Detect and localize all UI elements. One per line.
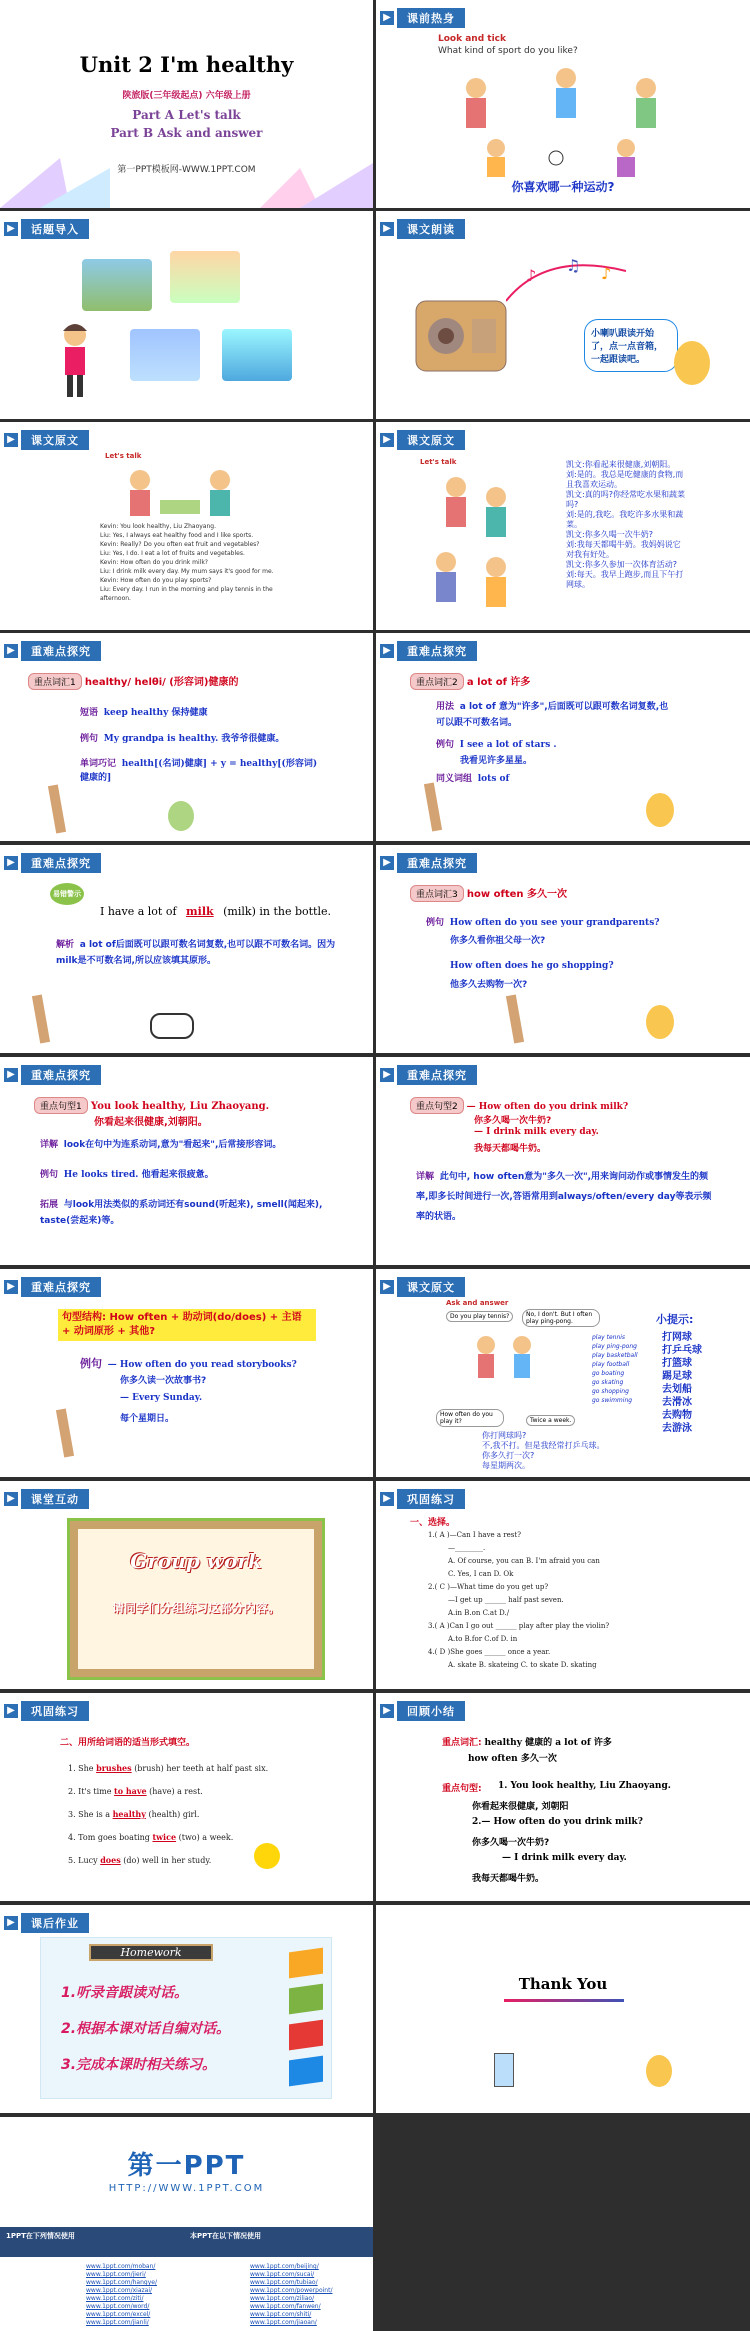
row-key: 例句 (40, 1170, 59, 1180)
tip-item: 去游泳 (662, 1423, 692, 1434)
row-key: 短语 (80, 708, 99, 718)
row-key: 用法 (436, 702, 455, 712)
header-label: 课文原文 (397, 430, 465, 450)
key-answer-translation: 我每天都喝牛奶。 (474, 1144, 547, 1154)
pineapple-character (674, 341, 710, 385)
row-value: How often do you see your grandparents? (449, 918, 660, 928)
slide-header: ▶ 话题导入 (0, 219, 89, 239)
slide-thanks (376, 1905, 750, 2113)
tab-red (289, 2020, 323, 2051)
row-key: 例句 (80, 734, 99, 744)
footer-link[interactable]: www.1ppt.com/xiazai/ (86, 2287, 153, 2294)
summary-sentence-key: 重点句型: (442, 1784, 482, 1794)
warning-badge: 易错警示 (50, 883, 84, 905)
slide-error-warning (0, 845, 373, 1053)
translation-line: 你多久打一次? (482, 1451, 535, 1460)
tip-item: 去购物 (662, 1410, 692, 1421)
exercise-items (68, 1757, 268, 1872)
key-sentence-row (410, 1097, 628, 1114)
slide-warmup (376, 0, 750, 208)
structure-box: 句型结构: How often + 助动词(do/does) + 主语 + 动词原形 + 其他? (58, 1309, 316, 1341)
slide-header: ▶ 课后作业 (0, 1913, 89, 1933)
exercise-line (68, 1803, 268, 1826)
tip-item: 打篮球 (662, 1358, 692, 1369)
dialogue-line: Kevin: How often do you drink milk? (100, 559, 208, 566)
line-answer: twice (152, 1832, 177, 1842)
homework-label: Homework (89, 1944, 213, 1961)
row-key: 例句 (426, 918, 445, 928)
exercise-line (68, 1849, 268, 1872)
slide-homework (0, 1905, 373, 2113)
list-item: go swimming (592, 1397, 633, 1404)
header-label: 重难点探究 (21, 1065, 101, 1085)
slide-header: ▶ 重难点探究 (0, 1277, 101, 1297)
dialogue-line: 凯文:你多久参加一次体育活动? (566, 560, 677, 569)
slide-header: ▶ 重难点探究 (376, 1065, 477, 1085)
footer-link[interactable]: www.1ppt.com/moban/ (86, 2263, 156, 2270)
bubble-a1: No, I don't. But I often play ping-pong. (522, 1309, 600, 1327)
slide-ask-answer (376, 1269, 750, 1477)
header-label: 重难点探究 (21, 1277, 101, 1297)
dialogue-line: 刘:我每天都喝牛奶。我妈妈说它对我有好处。 (566, 540, 681, 559)
row-value: health[(名词)健康] + y = healthy[(形容词)健康的] (80, 759, 318, 783)
row-value: lots of (477, 774, 510, 784)
header-label: 课后作业 (21, 1913, 89, 1933)
line-answer: healthy (112, 1809, 146, 1819)
row-value: — How often do you read storybooks? (107, 1360, 297, 1370)
tab-green (289, 1984, 323, 2015)
usage-row (436, 699, 676, 731)
row-key: 详解 (40, 1140, 59, 1150)
explain-row (416, 1167, 716, 1227)
example-sentence: How often does he go shopping? (450, 961, 614, 971)
footer-link[interactable]: www.1ppt.com/tubiao/ (250, 2279, 318, 2286)
slide-key-sentence-2 (376, 1057, 750, 1265)
row-value: a lot of后面既可以跟可数名词复数,也可以跟不可数名词。因为milk是不可数名词,所以应该填其原形。 (56, 940, 336, 966)
photo-soccer (82, 259, 152, 311)
activity-list (592, 1333, 652, 1405)
footer-url[interactable]: HTTP://WWW.1PPT.COM (108, 2183, 265, 2194)
exercise-line: A. Of course, you can B. I'm afraid you can (448, 1557, 600, 1565)
svg-text:♪: ♪ (526, 266, 537, 285)
slide-key-sentence-1 (0, 1057, 373, 1265)
answer-blank: milk (186, 905, 214, 918)
slide-header: ▶ 重难点探究 (0, 1065, 101, 1085)
footer-right-title: 本PPT在以下情况使用 (190, 2232, 262, 2240)
cover-fan-decoration (0, 138, 373, 208)
slide-header: ▶ 巩固练习 (0, 1701, 89, 1721)
header-label: 课文原文 (21, 430, 89, 450)
header-label: 重难点探究 (21, 641, 101, 661)
exercise-line: 4.( D )She goes ______ once a year. (428, 1648, 551, 1656)
tab-blue (289, 2056, 323, 2087)
reading-bubble: 小喇叭跟读开始了，点一点音箱，一起跟读吧。 (584, 319, 678, 372)
example-row (80, 1355, 297, 1371)
pencil-decoration (32, 994, 50, 1043)
bubble-q1: Do you play tennis? (446, 1311, 513, 1322)
row-key: 详解 (416, 1172, 435, 1182)
line-answer: does (100, 1855, 121, 1865)
dialogue-line: Liu: Yes, I do. I eat a lot of fruits and vegetables. (100, 550, 245, 557)
exercise-line (68, 1826, 268, 1849)
footer-info-bar (0, 2227, 373, 2257)
cover-site: 第一PPT模板网-WWW.1PPT.COM (117, 165, 256, 175)
tab-orange (289, 1948, 323, 1979)
dialogue-line: 凯文:你多久喝一次牛奶? (566, 530, 653, 539)
line-post: (have) a rest. (149, 1787, 203, 1796)
homework-board (40, 1937, 332, 2099)
slide-header: ▶ 课前热身 (376, 8, 465, 28)
list-item: play ping-pong (592, 1343, 637, 1350)
slide-header: ▶ 课文朗读 (376, 219, 465, 239)
translation-line: 每星期两次。 (482, 1461, 530, 1470)
footer-link[interactable]: www.1ppt.com/powerpoint/ (250, 2287, 333, 2294)
dialogue-line: Kevin: Really? Do you often eat fruit and vegetables? (100, 541, 260, 548)
slide-header: ▶ 回顾小结 (376, 1701, 465, 1721)
bubble-q2: How often do you play it? (436, 1409, 504, 1427)
dialogue-line: 刘:是的,我吃。我吃许多水果和蔬菜。 (566, 510, 684, 529)
svg-text:♪: ♪ (601, 264, 612, 283)
sports-illustration (436, 58, 696, 178)
exercise-title: 二、用所给词语的适当形式填空。 (60, 1738, 196, 1748)
footer-link[interactable]: www.1ppt.com/hangye/ (86, 2279, 157, 2286)
footer-link[interactable]: www.1ppt.com/word/ (86, 2303, 150, 2310)
photo-boating (222, 329, 292, 381)
tip-list (662, 1331, 702, 1435)
slide-header: ▶ 重难点探究 (376, 641, 477, 661)
cover-title: Unit 2 I'm healthy (79, 52, 294, 77)
footer-link[interactable]: www.1ppt.com/jieri/ (86, 2271, 146, 2278)
key-word: a lot of 许多 (466, 677, 531, 688)
header-label: 重难点探究 (397, 1065, 477, 1085)
dialogue-line: 凯文:你看起来很健康,刘朝阳。 (566, 460, 676, 469)
slide-structure (0, 1269, 373, 1477)
sport-question-cn: 你喜欢哪一种运动? (511, 180, 615, 194)
homework-item: 3.完成本课时相关练习。 (61, 2057, 217, 2073)
footer-left-title: 1PPT在下列情况使用 (6, 2232, 75, 2240)
example-answer-translation: 每个星期日。 (120, 1414, 175, 1424)
key-sentence: You look healthy, Liu Zhaoyang. (90, 1101, 270, 1112)
slide-header: ▶ 重难点探究 (0, 853, 101, 873)
exercise-line: 2.( C )—What time do you get up? (428, 1583, 549, 1591)
dialogue-line: Liu: Every day. I run in the morning and play tennis in the afternoon. (100, 586, 273, 602)
key-question-translation: 你多久喝一次牛奶? (474, 1116, 552, 1126)
line-post: (two) a week. (178, 1833, 234, 1842)
header-label: 巩固练习 (397, 1489, 465, 1509)
music-notes-icon (506, 251, 626, 311)
slide-reading (376, 211, 750, 419)
line-pre: 3. She is a (68, 1810, 111, 1819)
footer-link[interactable]: www.1ppt.com/ziliao/ (250, 2295, 315, 2302)
row-value: 此句中, how often意为"多久一次",用来询问动作或事情发生的频率,即多长时间进行一次,答语常用到always/often/every day等表示频率的状语。 (416, 1172, 712, 1222)
summary-line: 你看起来很健康, 刘朝阳 (472, 1802, 569, 1812)
exercise-line (68, 1780, 268, 1803)
list-item: go shopping (592, 1388, 629, 1395)
list-item: play tennis (592, 1334, 626, 1341)
fill-sentence (100, 905, 331, 918)
summary-line: — I drink milk every day. (502, 1853, 627, 1863)
dialogue-cn (566, 460, 686, 590)
dialogue-line: 刘:每天。我早上跑步,而且下午打网球。 (566, 570, 684, 589)
footer-link[interactable]: www.1ppt.com/ziti/ (86, 2295, 144, 2302)
exercise-line (68, 1757, 268, 1780)
example-row (436, 737, 557, 750)
header-label: 巩固练习 (21, 1701, 89, 1721)
tip-item: 去滑冰 (662, 1397, 692, 1408)
example-answer: — Every Sunday. (120, 1393, 203, 1403)
header-label: 回顾小结 (397, 1701, 465, 1721)
footer-link[interactable]: www.1ppt.com/sucai/ (250, 2271, 315, 2278)
analysis-row (56, 937, 346, 969)
line-pre: 5. Lucy (68, 1856, 98, 1865)
translation-line: 不,我不打。但是我经常打乒乓球。 (482, 1441, 605, 1450)
pencil-decoration (506, 994, 524, 1043)
footer-link[interactable]: www.1ppt.com/jiaoan/ (250, 2319, 317, 2326)
list-item: go boating (592, 1370, 625, 1377)
row-key: 解析 (56, 940, 75, 950)
list-item: play basketball (592, 1352, 638, 1359)
key-sentence-translation: 你看起来很健康,刘朝阳。 (94, 1117, 208, 1128)
group-work-title: Group work (130, 1549, 262, 1573)
sentence-part: (milk) in the bottle. (223, 905, 331, 918)
example-translation: 我看见许多星星。 (460, 756, 533, 766)
footer-links-left (86, 2263, 157, 2327)
dialogue-line: Liu: Yes, I always eat healthy food and I like sports. (100, 532, 254, 539)
dialogue-line: Kevin: How often do you play sports? (100, 577, 212, 584)
list-item: go skating (592, 1379, 624, 1386)
tip-item: 打乒乓球 (662, 1345, 702, 1356)
row-key: 同义词组 (436, 774, 473, 784)
slide-exercise-1 (376, 1481, 750, 1689)
pencil-decoration (48, 784, 66, 833)
ask-answer-label: Ask and answer (446, 1299, 509, 1307)
row-key: 例句 (80, 1357, 102, 1370)
exercise-items (428, 1529, 609, 1672)
cover-part-a: Part A Let's talk (132, 108, 241, 122)
tip-title: 小提示: (656, 1313, 694, 1326)
summary-line: 1. You look healthy, Liu Zhaoyang. (498, 1781, 671, 1791)
header-label: 课堂互动 (21, 1489, 89, 1509)
summary-word-2: how often 多久一次 (468, 1754, 557, 1764)
header-label: 重难点探究 (397, 641, 477, 661)
slide-text-en (0, 422, 373, 630)
exercise-line: 1.( A )—Can I have a rest? (428, 1531, 521, 1539)
key-question: — How often do you drink milk? (466, 1102, 629, 1112)
teacher-illustration (55, 321, 95, 401)
row-value: a lot of 意为"许多",后面既可以跟可数名词复数,也可以跟不可数名词。 (436, 702, 669, 728)
synonym-row (436, 771, 509, 784)
summary-line: 2.— How often do you drink milk? (472, 1817, 643, 1827)
slide-summary (376, 1693, 750, 1901)
row-value: keep healthy 保持健康 (103, 708, 208, 718)
key-tag: 重点词汇1 (28, 673, 82, 690)
footer-link[interactable]: www.1ppt.com/jianli/ (86, 2319, 149, 2326)
example-row (40, 1167, 214, 1180)
slide-header: ▶ 巩固练习 (376, 1489, 465, 1509)
thanks-underline (504, 1999, 624, 2002)
slide-text-cn (376, 422, 750, 630)
cover-edition: 陕旅版(三年级起点) 六年级上册 (122, 91, 251, 101)
pineapple-character (646, 2055, 672, 2087)
exercise-line: A.in B.on C.at D./ (448, 1609, 510, 1617)
pencil-decoration (424, 782, 442, 831)
group-work-frame (70, 1521, 322, 1677)
key-word: how often 多久一次 (466, 889, 568, 900)
header-label: 重难点探究 (21, 853, 101, 873)
example-row (80, 731, 284, 744)
pineapple-character (646, 1005, 674, 1039)
line-post: (health) girl. (148, 1810, 200, 1819)
dialogue-line: Liu: I drink milk every day. My mum says it's good for me. (100, 568, 274, 575)
footer-promo (0, 2117, 373, 2331)
homework-item: 1.听录音跟读对话。 (61, 1985, 189, 2001)
extend-row (40, 1197, 340, 1229)
thanks-title: Thank You (518, 1975, 608, 1993)
svg-text:♫: ♫ (566, 256, 581, 275)
slide-key-word-1 (0, 633, 373, 841)
example-translation: 你多久读一次故事书? (120, 1376, 207, 1386)
look-and-tick: Look and tick (438, 34, 506, 44)
sentence-part: I have a lot of (100, 905, 177, 918)
key-tag: 重点词汇3 (410, 885, 464, 902)
key-answer: — I drink milk every day. (474, 1127, 599, 1137)
kid-character (168, 801, 194, 831)
header-label: 课文原文 (397, 1277, 465, 1297)
exercise-line: —________. (448, 1544, 486, 1552)
slide-header: ▶ 课文原文 (376, 430, 465, 450)
photo-tennis (170, 251, 240, 303)
translation-line: 你打网球吗? (482, 1431, 527, 1440)
sport-question-en: What kind of sport do you like? (438, 46, 578, 56)
exercise-line: C. Yes, I can D. Ok (448, 1570, 514, 1578)
talk-illustration (100, 460, 270, 520)
header-label: 话题导入 (21, 219, 89, 239)
talk-illustration (416, 467, 526, 617)
example-translation: 你多久看你祖父母一次? (450, 936, 546, 946)
footer-link[interactable]: www.1ppt.com/shiti/ (250, 2311, 312, 2318)
row-key: 拓展 (40, 1200, 59, 1210)
summary-line: 我每天都喝牛奶。 (472, 1874, 545, 1884)
summary-line: 你多久喝一次牛奶? (472, 1838, 550, 1848)
dialogue-en (100, 522, 280, 603)
row-value: look在句中为连系动词,意为"看起来",后常接形容词。 (63, 1140, 282, 1150)
footer-links-right (250, 2263, 332, 2327)
key-word-row (28, 673, 238, 690)
pineapple-character (646, 793, 674, 827)
memory-row (80, 757, 320, 785)
bubble-a2: Twice a week. (526, 1415, 575, 1426)
row-value: 与look用法类似的系动词还有sound(听起来), smell(闻起来), taste(尝起来)等。 (40, 1200, 323, 1226)
dialogue-line: 刘:是的。我总是吃健康的食物,而且我喜欢运动。 (566, 470, 684, 489)
footer-link[interactable]: www.1ppt.com/excel/ (86, 2311, 151, 2318)
kids-illustration (466, 1331, 546, 1411)
slide-key-word-3 (376, 845, 750, 1053)
example-row (426, 915, 660, 928)
slide-exercise-2 (0, 1693, 373, 1901)
row-value: He looks tired. 他看起来很疲惫。 (63, 1170, 214, 1180)
footer-link[interactable]: www.1ppt.com/fanwen/ (250, 2303, 321, 2310)
line-pre: 2. It's time (68, 1787, 112, 1796)
footer-logo: 第一PPT (127, 2151, 246, 2181)
slide-header: ▶ 课堂互动 (0, 1489, 89, 1509)
slide-group-work (0, 1481, 373, 1689)
slide-cover (0, 0, 373, 208)
slide-key-word-2 (376, 633, 750, 841)
key-tag: 重点词汇2 (410, 673, 464, 690)
pencil-decoration (56, 1408, 74, 1457)
dialogue-line: 凯文:真的吗?你经常吃水果和蔬菜吗? (566, 490, 685, 509)
photo-swimming (130, 329, 200, 381)
slide-header: ▶ 重难点探究 (376, 853, 477, 873)
explain-row (40, 1137, 350, 1150)
tip-item: 踢足球 (662, 1371, 692, 1382)
slide-topic (0, 211, 373, 419)
exercise-line: A. skate B. skateing C. to skate D. skating (448, 1661, 597, 1669)
exercise-line: A.to B.for C.of D. in (448, 1635, 518, 1643)
header-label: 课文朗读 (397, 219, 465, 239)
row-value: healthy 健康的 a lot of 许多 (484, 1738, 612, 1748)
header-label: 课前热身 (397, 8, 465, 28)
key-word-row (410, 885, 567, 902)
lets-talk-label: Let's talk (105, 452, 142, 460)
row-key: 例句 (436, 740, 455, 750)
line-post: (brush) her teeth at half past six. (134, 1764, 269, 1773)
chick-character (254, 1843, 280, 1869)
row-key: 单词巧记 (80, 759, 117, 769)
key-word-row (410, 673, 530, 690)
row-value: My grandpa is healthy. 我爷爷很健康。 (103, 734, 285, 744)
milk-character (494, 2053, 514, 2087)
footer-link[interactable]: www.1ppt.com/beijing/ (250, 2263, 319, 2270)
lets-talk-label: Let's talk (420, 458, 457, 466)
key-sentence-row (34, 1097, 269, 1114)
phrase-row (80, 705, 207, 718)
tip-item: 去划船 (662, 1384, 692, 1395)
group-work-subtitle: 请同学们分组练习这部分内容。 (111, 1601, 280, 1615)
cow-character (150, 1013, 194, 1039)
summary-words (442, 1735, 612, 1748)
line-answer: to have (114, 1786, 147, 1796)
list-item: play football (592, 1361, 630, 1368)
line-post: (do) well in her study. (123, 1856, 212, 1865)
tip-item: 打网球 (662, 1332, 692, 1343)
slide-header: ▶ 课文原文 (376, 1277, 465, 1297)
line-answer: brushes (96, 1763, 132, 1773)
row-key: 重点词汇: (442, 1738, 482, 1748)
exercise-line: 3.( A )Can I go out ______ play after play the violin? (428, 1622, 610, 1630)
key-tag: 重点句型2 (410, 1097, 464, 1114)
header-label: 重难点探究 (397, 853, 477, 873)
slide-header: ▶ 课文原文 (0, 430, 89, 450)
exercise-title: 一、选择。 (410, 1518, 456, 1528)
dialogue-line: Kevin: You look healthy, Liu Zhaoyang. (100, 523, 217, 530)
cover-part-b: Part B Ask and answer (110, 126, 263, 140)
line-pre: 4. Tom goes boating (68, 1833, 150, 1842)
row-value: I see a lot of stars . (459, 740, 557, 750)
speaker-illustration[interactable] (406, 271, 516, 381)
key-tag: 重点句型1 (34, 1097, 88, 1114)
example-translation: 他多久去购物一次? (450, 980, 528, 990)
homework-item: 2.根据本课对话自编对话。 (61, 2021, 231, 2037)
translation-block (482, 1431, 605, 1471)
key-word: healthy/ helθi/ (形容词)健康的 (84, 677, 239, 688)
slide-header: ▶ 重难点探究 (0, 641, 101, 661)
exercise-line: —I get up ______ half past seven. (448, 1596, 564, 1604)
line-pre: 1. She (68, 1764, 94, 1773)
